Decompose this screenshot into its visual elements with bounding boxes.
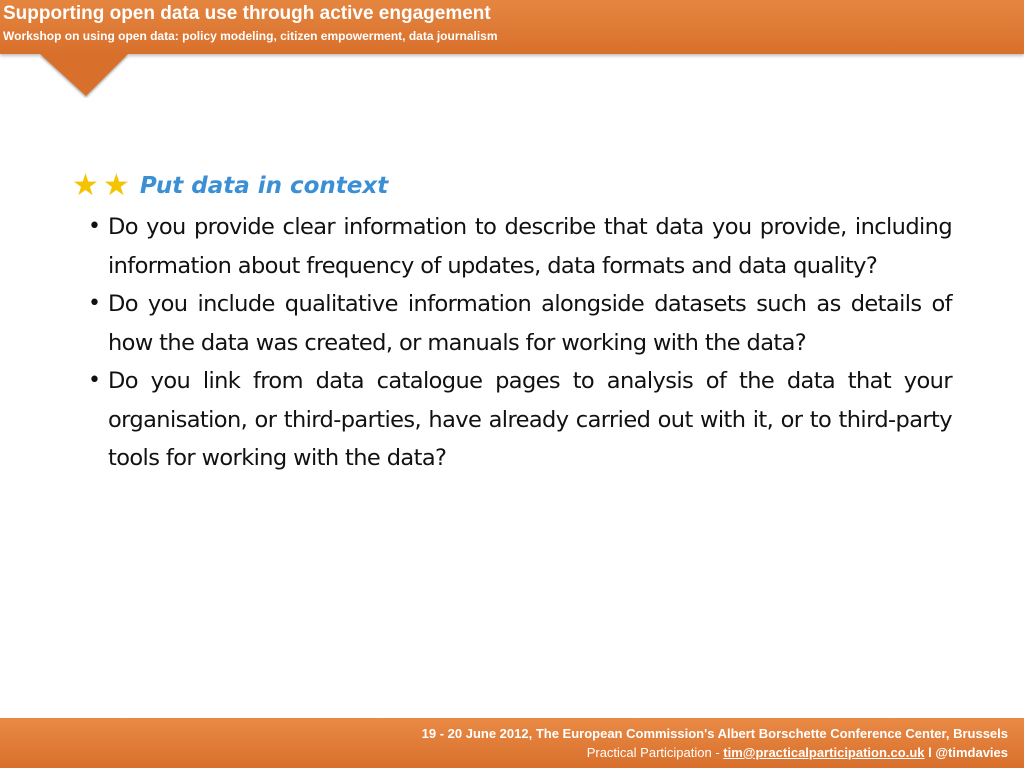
event-info: 19 - 20 June 2012, The European Commission's Albert Borschette Conference Center, Brussels (421, 726, 1008, 741)
list-item (72, 208, 952, 285)
separator: l (924, 745, 936, 760)
organisation-name: Practical Participation - (586, 745, 724, 760)
list-item (72, 362, 952, 478)
header-bar (0, 0, 1024, 54)
bullet-text: Do you provide clear information to describe that data you provide, including information about frequency of updates, data formats and data quality? (108, 214, 952, 279)
header-pointer-arrow (40, 52, 130, 98)
presentation-title: Supporting open data use through active engagement (3, 3, 491, 24)
presentation-subtitle: Workshop on using open data: policy modeling, citizen empowerment, data journalism (3, 29, 498, 43)
slide-content (72, 168, 952, 478)
bullet-list (72, 208, 952, 478)
bullet-text: Do you include qualitative information alongside datasets such as details of how the data was created, or manuals for working with the data? (108, 291, 952, 356)
email-link[interactable]: tim@practicalparticipation.co.uk (723, 745, 925, 760)
section-heading-text: Put data in context (139, 173, 389, 199)
footer-bar (0, 718, 1024, 768)
bullet-icon: • (88, 214, 101, 239)
bullet-text: Do you link from data catalogue pages to analysis of the data that your organisation, or third-parties, have already carried out with it, or to third-party tools for working with the data? (108, 368, 952, 471)
star-icon: ★ (102, 169, 130, 202)
twitter-handle[interactable]: @timdavies (935, 745, 1008, 760)
section-heading (72, 168, 952, 204)
contact-info (587, 745, 1008, 760)
bullet-icon: • (88, 291, 101, 316)
list-item (72, 285, 952, 362)
bullet-icon: • (88, 368, 101, 393)
star-icon: ★ (72, 169, 99, 202)
